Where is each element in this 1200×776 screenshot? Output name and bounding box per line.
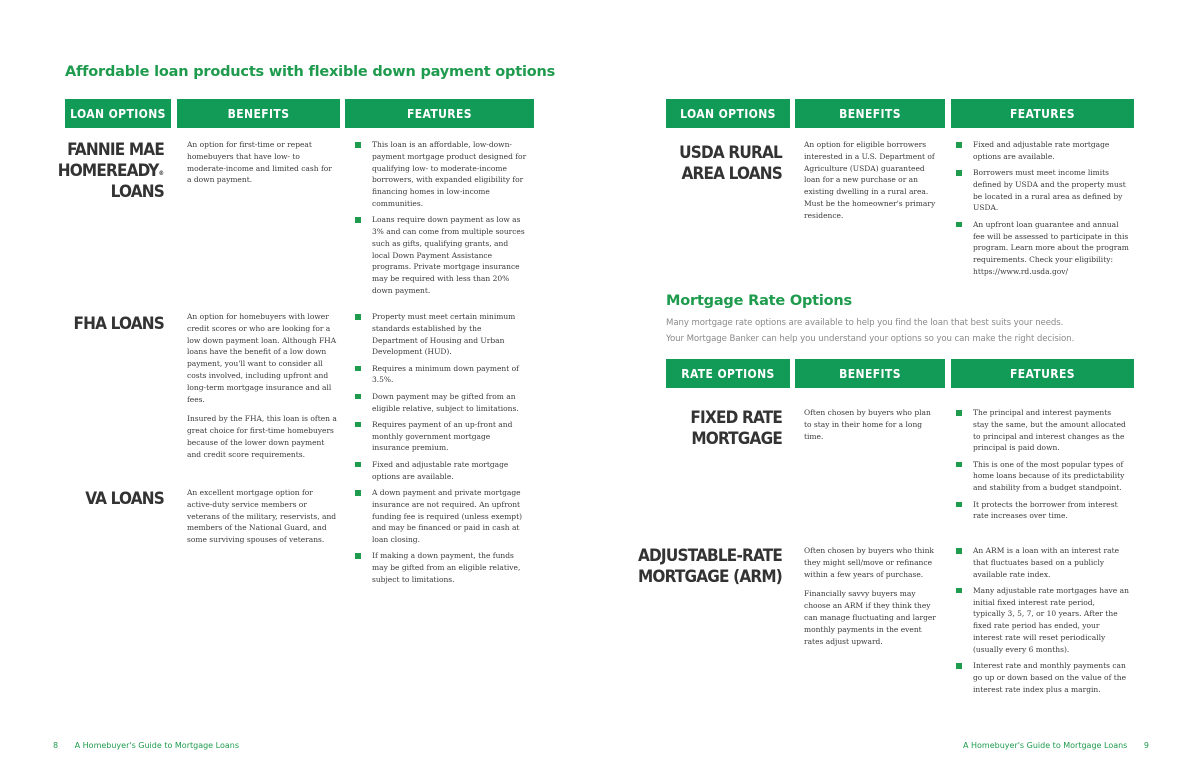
page-number: 9 <box>1143 741 1149 750</box>
rate-section-intro: Many mortgage rate options are available to help you find the loan that best suits your needs. Your Mortgage Banker can help you understand your options so you can make the right decision. <box>666 318 1075 344</box>
bullet-icon <box>956 548 962 554</box>
benefit-fixed-rate: Often chosen by buyers who plan to stay in their home for a long time. <box>804 408 931 441</box>
header-benefits-right: BENEFITS <box>795 99 945 128</box>
list-item: Down payment may be gifted from an eligible relative, subject to limitations. <box>353 391 528 415</box>
bullet-icon <box>355 462 361 468</box>
left-section-title: Affordable loan products with flexible down payment options <box>65 64 556 80</box>
list-item: Fixed and adjustable rate mortgage options are available. <box>954 139 1129 163</box>
header-features-right: FEATURES <box>951 99 1134 128</box>
bullet-icon <box>956 222 962 228</box>
benefit-arm: Often chosen by buyers who think they might sell/move or refinance within a few years of purchase. Financially savvy buyers may choose an ARM if they think they can manage fluctuating and larger monthly payments in the event rates adjust upward. <box>804 546 936 646</box>
list-item: Interest rate and monthly payments can go up or down based on the value of the interest rate index plus a margin. <box>954 660 1129 695</box>
benefit-va: An excellent mortgage option for active-duty service members or veterans of the military, reservists, and members of the National Guard, and some surviving spouses of veterans. <box>187 488 337 545</box>
header-features: FEATURES <box>345 99 534 128</box>
features-arm <box>954 545 1129 700</box>
header-loan-options-right: LOAN OPTIONS <box>666 99 790 128</box>
bullet-icon <box>956 170 962 176</box>
list-item: A down payment and private mortgage insurance are not required. An upfront funding fee is required (unless exempt) and may be financed or paid in cash at loan closing. <box>353 487 528 546</box>
rate-name-fixed: FIXED RATE MORTGAGE <box>690 408 782 449</box>
list-item: Many adjustable rate mortgages have an initial fixed interest rate period, typically 3, 5, 7, or 10 years. After the fixed rate period has ended, your interest rate will reset periodically (usually every 6 months). <box>954 585 1129 656</box>
loan-name-fha: FHA LOANS <box>73 314 164 334</box>
loan-name-fannie-mae: FANNIE MAE HOMEREADY® LOANS <box>57 140 164 202</box>
header-rate-features: FEATURES <box>951 359 1134 388</box>
list-item: Requires a minimum down payment of 3.5%. <box>353 363 528 387</box>
list-item: The principal and interest payments stay the same, but the amount allocated to principal and interest changes as the principal is paid down. <box>954 407 1129 454</box>
footer-title: A Homebuyer's Guide to Mortgage Loans <box>74 741 239 750</box>
bullet-icon <box>355 314 361 320</box>
rate-section-title: Mortgage Rate Options <box>666 293 852 309</box>
list-item: An upfront loan guarantee and annual fee will be assessed to participate in this program. Learn more about the program requirements. Check your eligibility: https://www.rd.usda.gov/ <box>954 219 1129 278</box>
benefit-usda: An option for eligible borrowers interested in a U.S. Department of Agriculture (USDA) guaranteed loan for a new purchase or an existing dwelling in a rural area. Must be the homeowner's primary residence. <box>804 140 936 220</box>
bullet-icon <box>355 490 361 496</box>
list-item: If making a down payment, the funds may be gifted from an eligible relative, subject to limitations. <box>353 550 528 585</box>
list-item: Loans require down payment as low as 3% and can come from multiple sources such as gifts, qualifying grants, and local Down Payment Assistance programs. Private mortgage insurance may be required with less than 20% down payment. <box>353 214 528 297</box>
benefit-fha: An option for homebuyers with lower credit scores or who are looking for a low down payment loan. Although FHA loans have the benefit of a low down payment, you'll want to consider all costs involved, including upfront and long-term mortgage insurance and all fees. Insured by the FHA, this loan is often a great choice for first-time homebuyers because of the lower down payment and credit score requirements. <box>187 312 337 459</box>
bullet-icon <box>956 663 962 669</box>
list-item: Fixed and adjustable rate mortgage options are available. <box>353 459 528 483</box>
bullet-icon <box>956 502 962 508</box>
bullet-icon <box>956 142 962 148</box>
list-item: An ARM is a loan with an interest rate that fluctuates based on a publicly available rate index. <box>954 545 1129 580</box>
features-va <box>353 487 528 590</box>
features-fixed-rate <box>954 407 1129 527</box>
list-item: Requires payment of an up-front and monthly government mortgage insurance premium. <box>353 419 528 454</box>
rate-name-arm: ADJUSTABLE-RATE MORTGAGE (ARM) <box>638 546 782 587</box>
list-item: Property must meet certain minimum standards established by the Department of Housing and Urban Development (HUD). <box>353 311 528 358</box>
bullet-icon <box>355 142 361 148</box>
bullet-icon <box>355 422 361 428</box>
header-rate-benefits: BENEFITS <box>795 359 945 388</box>
bullet-icon <box>956 410 962 416</box>
page-number: 8 <box>53 741 59 750</box>
loan-name-usda: USDA RURAL AREA LOANS <box>679 143 782 184</box>
bullet-icon <box>355 553 361 559</box>
header-benefits: BENEFITS <box>177 99 340 128</box>
list-item: This is one of the most popular types of home loans because of its predictability and stability from a budget standpoint. <box>954 459 1129 494</box>
bullet-icon <box>355 366 361 372</box>
features-usda <box>954 139 1129 282</box>
list-item: It protects the borrower from interest rate increases over time. <box>954 499 1129 523</box>
header-loan-options: LOAN OPTIONS <box>65 99 171 128</box>
bullet-icon <box>355 394 361 400</box>
list-item: Borrowers must meet income limits defined by USDA and the property must be located in a rural area as defined by USDA. <box>954 167 1129 214</box>
features-fha <box>353 311 528 487</box>
bullet-icon <box>355 217 361 223</box>
footer-right <box>963 741 1149 750</box>
features-fannie-mae <box>353 139 528 301</box>
bullet-icon <box>956 588 962 594</box>
benefit-fannie-mae: An option for first-time or repeat homebuyers that have low- to moderate-income and limited cash for a down payment. <box>187 140 332 185</box>
bullet-icon <box>956 462 962 468</box>
loan-name-va: VA LOANS <box>85 489 164 509</box>
header-rate-options: RATE OPTIONS <box>666 359 790 388</box>
footer-title: A Homebuyer's Guide to Mortgage Loans <box>963 741 1128 750</box>
footer-left <box>53 741 239 750</box>
list-item: This loan is an affordable, low-down-payment mortgage product designed for qualifying low- to moderate-income borrowers, with expanded eligibility for financing homes in low-income communities. <box>353 139 528 210</box>
